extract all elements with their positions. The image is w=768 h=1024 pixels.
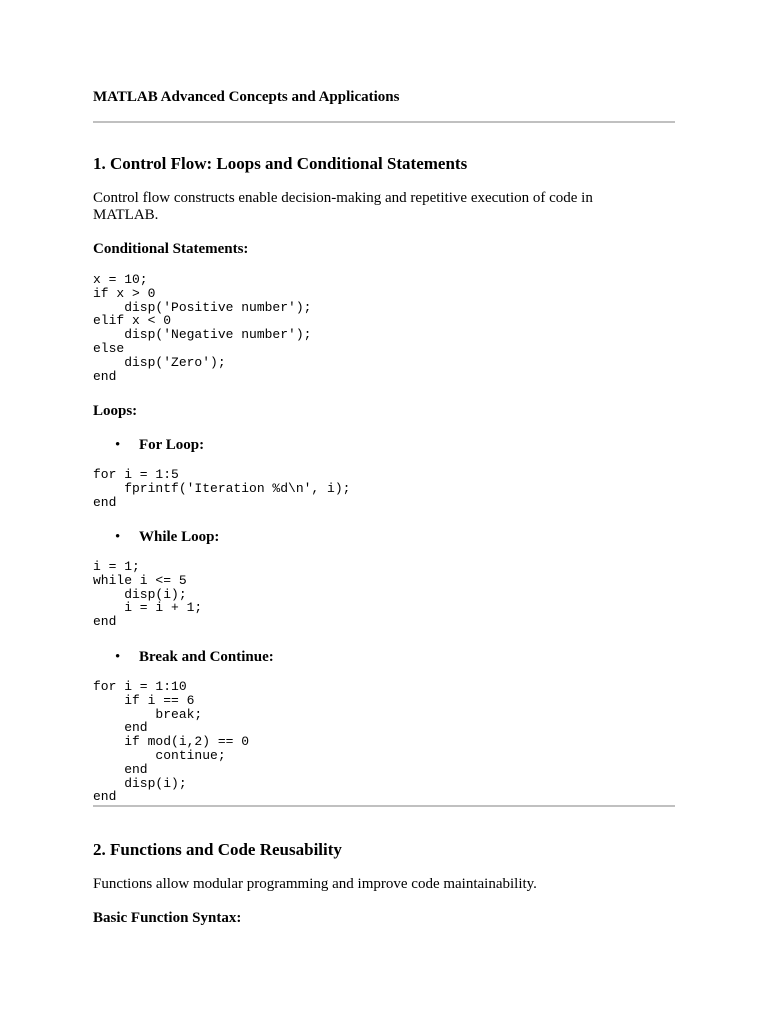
- basic-function-syntax-label: Basic Function Syntax:: [93, 910, 242, 926]
- bullet-while-loop: [115, 528, 219, 546]
- conditional-code-block: x = 10; if x > 0 disp('Positive number'); elif x < 0 disp('Negative number'); else disp('Zero'); end: [93, 272, 312, 384]
- section-1-heading: 1. Control Flow: Loops and Conditional Statements: [93, 154, 468, 173]
- section-2-intro: Functions allow modular programming and improve code maintainability.: [93, 876, 537, 892]
- conditional-statements-label: Conditional Statements:: [93, 241, 249, 257]
- while-loop-code-block: i = 1; while i <= 5 disp(i); i = i + 1; end: [93, 559, 203, 630]
- horizontal-rule-section-2: [93, 805, 675, 807]
- bullet-dot: •: [115, 649, 121, 665]
- section-2-heading: 2. Functions and Code Reusability: [93, 840, 342, 859]
- break-continue-code-block: for i = 1:10 if i == 6 break; end if mod(i,2) == 0 continue; end disp(i); end: [93, 679, 250, 805]
- for-loop-code-block: for i = 1:5 fprintf('Iteration %d\n', i); end: [93, 467, 351, 510]
- for-loop-label: For Loop:: [139, 437, 205, 453]
- document-title: MATLAB Advanced Concepts and Applications: [93, 89, 400, 105]
- bullet-dot: •: [115, 529, 121, 545]
- section-1-intro: Control flow constructs enable decision-making and repetitive execution of code in MATLAB.: [93, 190, 593, 223]
- bullet-for-loop: [115, 436, 204, 454]
- horizontal-rule-top: [93, 121, 675, 123]
- loops-label: Loops:: [93, 403, 138, 419]
- bullet-dot: •: [115, 437, 121, 453]
- bullet-break-continue: [115, 648, 274, 666]
- break-continue-label: Break and Continue:: [139, 649, 274, 665]
- while-loop-label: While Loop:: [139, 529, 220, 545]
